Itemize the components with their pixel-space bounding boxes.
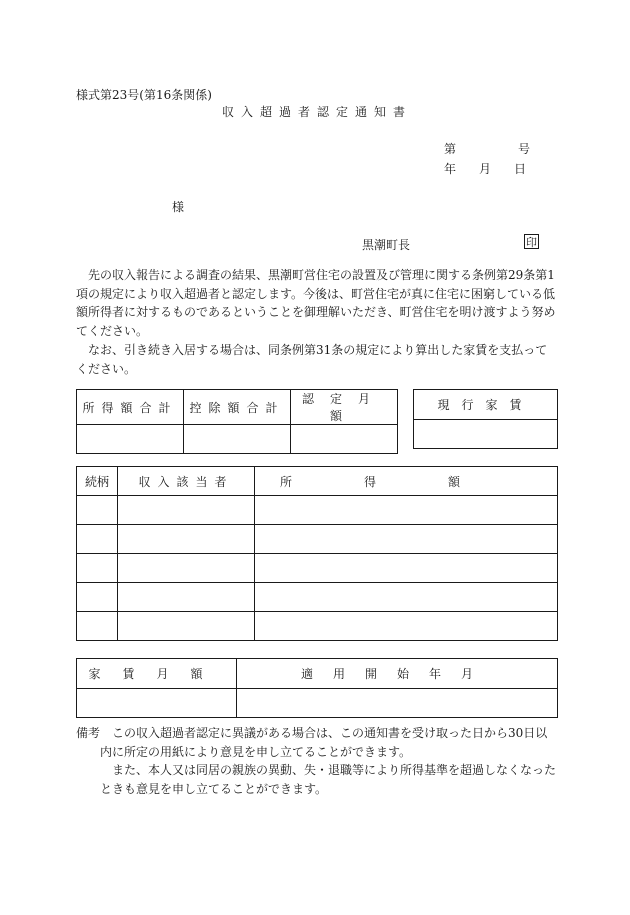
income-person-header: 収入該当者 [118,467,255,496]
certified-monthly-cell[interactable] [291,425,398,454]
income-person-cell[interactable] [118,612,255,641]
relationship-cell[interactable] [77,496,118,525]
relationship-cell[interactable] [77,554,118,583]
monthly-rent-header: 家賃月額 [77,659,237,689]
income-persons-table [76,466,558,641]
income-person-cell[interactable] [118,525,255,554]
table-row [77,496,558,525]
remarks-section [76,724,558,798]
form-identifier: 様式第23号(第16条関係) [76,88,212,102]
table-row [77,525,558,554]
sender-name: 黒潮町長 [362,238,411,252]
income-amount-cell[interactable] [255,612,558,641]
relationship-cell[interactable] [77,583,118,612]
income-amount-header: 所得額 [255,467,558,496]
current-rent-table [413,389,558,449]
income-amount-cell[interactable] [255,583,558,612]
table-row [77,583,558,612]
rent-application-table [76,658,558,718]
relationship-cell[interactable] [77,525,118,554]
monthly-rent-cell[interactable] [77,689,237,718]
income-total-cell[interactable] [77,425,184,454]
document-date [444,160,526,177]
income-summary-table [76,389,398,454]
relationship-cell[interactable] [77,612,118,641]
date-day-label: 日 [513,162,526,176]
income-total-header: 所得額合計 [77,390,184,425]
start-month-header: 適用開始年月 [237,659,558,689]
remarks-line-1 [76,724,558,761]
income-amount-cell[interactable] [255,496,558,525]
deduction-total-header: 控除額合計 [184,390,291,425]
remarks-label: 備考 [76,726,101,740]
table-row [77,554,558,583]
certified-monthly-header: 認定月額 [291,390,398,425]
income-person-cell[interactable] [118,583,255,612]
income-amount-cell[interactable] [255,525,558,554]
seal-mark: 印 [526,236,537,249]
document-number-suffix: 号 [517,142,530,156]
current-rent-cell[interactable] [414,420,558,449]
body-paragraph-1: 先の収入報告による調査の結果、黒潮町営住宅の設置及び管理に関する条例第29条第1項の規定により収入超過者と認定します。今後は、町営住宅が真に住宅に困窮している低額所得者に対するものであるということを御理解いただき、町営住宅を明け渡すよう努めてください。 [76,268,556,339]
remarks-text-1: この収入超過者認定に異議がある場合は、この通知書を受け取った日から30日以内に所定の用紙により意見を申し立てることができます。 [100,726,548,759]
relationship-header: 続柄 [77,467,118,496]
document-number [444,140,530,157]
table-row [77,612,558,641]
start-month-cell[interactable] [237,689,558,718]
date-year-label: 年 [444,162,457,176]
income-person-cell[interactable] [118,496,255,525]
remarks-line-2: また、本人又は同居の親族の異動、失・退職等により所得基準を超過しなくなったときも意見を申し立てることができます。 [100,763,557,796]
document-title: 収入超過者認定通知書 [222,105,413,119]
notice-body [76,266,556,378]
income-amount-cell[interactable] [255,554,558,583]
addressee-honorific: 様 [172,200,185,214]
date-month-label: 月 [478,162,491,176]
deduction-total-cell[interactable] [184,425,291,454]
income-person-cell[interactable] [118,554,255,583]
body-paragraph-2: なお、引き続き入居する場合は、同条例第31条の規定により算出した家賃を支払ってください。 [76,342,548,376]
document-number-prefix: 第 [444,142,457,156]
current-rent-header: 現行家賃 [414,390,558,420]
